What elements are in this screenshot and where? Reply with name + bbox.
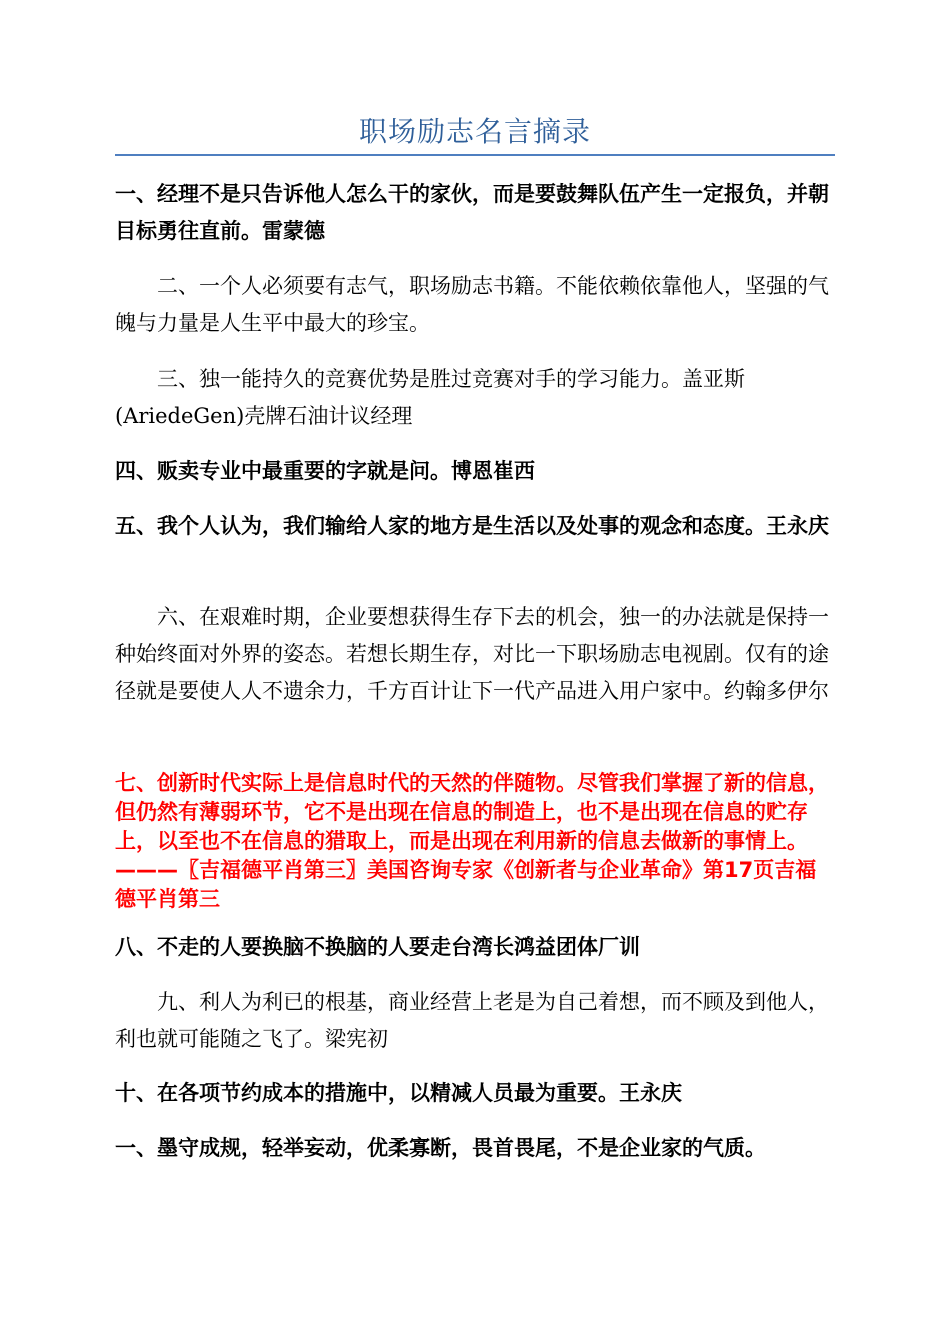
quote-paragraph-10: 十、在各项节约成本的措施中，以精减人员最为重要。王永庆 — [115, 1081, 682, 1105]
quote-paragraph-4: 四、贩卖专业中最重要的字就是问。博恩崔西 — [115, 459, 535, 483]
quote-paragraph-1: 一、经理不是只告诉他人怎么干的家伙，而是要鼓舞队伍产生一定报负，并朝目标勇往直前。雷蒙德 — [115, 182, 829, 243]
quote-paragraph-8: 八、不走的人要换脑不换脑的人要走台湾长鸿益团体厂训 — [115, 935, 640, 959]
title-underline — [115, 154, 835, 156]
quote-paragraph-3: 三、独一能持久的竞赛优势是胜过竞赛对手的学习能力。盖亚斯(AriedeGen)壳牌石油计议经理 — [115, 367, 745, 428]
quote-paragraph-2: 二、一个人必须要有志气，职场励志书籍。不能依赖依靠他人，坚强的气魄与力量是人生平中最大的珍宝。 — [115, 274, 829, 335]
quote-paragraph-6: 六、在艰难时期，企业要想获得生存下去的机会，独一的办法就是保持一种始终面对外界的姿态。若想长期生存，对比一下职场励志电视剧。仅有的途径就是要使人人不遗余力，千方百计让下一代产品进入用户家中。约翰多伊尔 — [115, 605, 829, 703]
quote-paragraph-9: 九、利人为利已的根基，商业经营上老是为自己着想，而不顾及到他人，利也就可能随之飞了。梁宪初 — [115, 990, 829, 1051]
quote-paragraph-7-highlighted: 七、创新时代实际上是信息时代的天然的伴随物。尽管我们掌握了新的信息，但仍然有薄弱环节，它不是出现在信息的制造上，也不是出现在信息的贮存上，以至也不在信息的猎取上，而是出现在利用新的信息去做新的事情上。———〖吉福德平肖第三〗美国咨询专家《创新者与企业革命》第17页吉福德平肖第三 — [115, 771, 829, 911]
quote-paragraph-11: 一、墨守成规，轻举妄动，优柔寡断，畏首畏尾，不是企业家的气质。 — [115, 1136, 766, 1160]
document-title: 职场励志名言摘录 — [358, 115, 591, 148]
quote-paragraph-5: 五、我个人认为，我们输给人家的地方是生活以及处事的观念和态度。王永庆 — [115, 514, 829, 538]
